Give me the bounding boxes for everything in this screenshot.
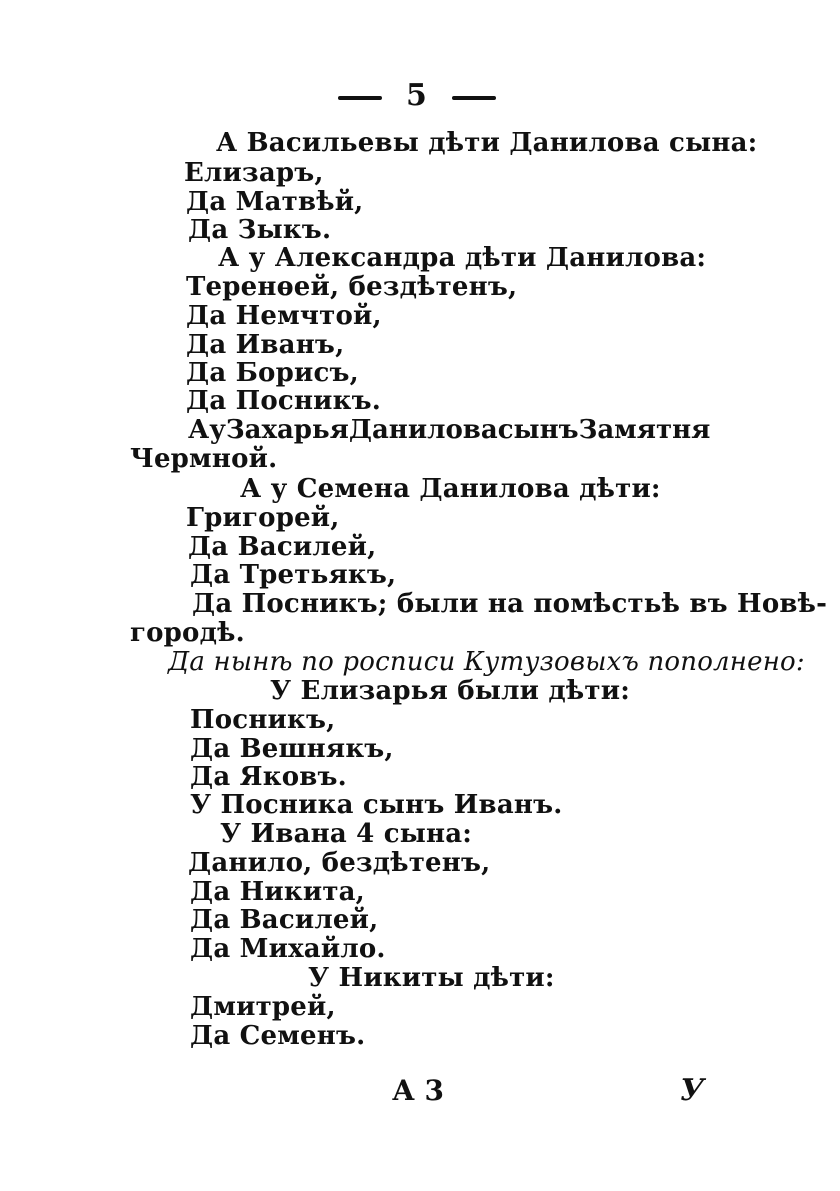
word: А (188, 415, 210, 445)
text-line: Дмитрей, (190, 992, 336, 1022)
text-line: Да Зыкъ. (188, 215, 332, 245)
page-header (0, 76, 840, 116)
header-rule-right (452, 96, 496, 100)
signature-mark: А 3 (392, 1074, 445, 1107)
text-line: Да Василей, (188, 532, 377, 562)
word: у (209, 415, 226, 445)
text-line: Да Семенъ. (190, 1021, 366, 1051)
text-line: городѣ. (130, 618, 245, 648)
text-line: У Никиты дѣти: (308, 963, 555, 993)
page-number: 5 (406, 78, 427, 113)
text-line: Посникъ, (190, 705, 336, 735)
text-line: Да Немчтой, (186, 301, 382, 331)
text-line: Чермной. (130, 444, 278, 474)
text-line: Григорей, (186, 503, 340, 533)
text-line: Да Матвѣй, (186, 187, 364, 217)
text-line: Теренѳей, бездѣтенъ, (186, 272, 518, 302)
text-line: Да Вешнякъ, (190, 734, 394, 764)
text-line: Да Михайло. (190, 934, 386, 964)
text-line: Да Яковъ. (190, 762, 347, 792)
text-line: Данило, бездѣтенъ, (188, 848, 491, 878)
justified-text-line (188, 415, 711, 445)
text-line: А Васильевы дѣти Данилова сына: (216, 128, 758, 158)
word: Захарья (225, 415, 349, 445)
text-line: Да Борисъ, (186, 358, 359, 388)
text-line-italic: Да нынѣ по росписи Кутузовыхъ пополнено: (168, 647, 805, 677)
text-line: Да Иванъ, (186, 330, 345, 360)
text-line: Да Никита, (190, 877, 365, 907)
word: Замятня (578, 415, 711, 445)
word: Данилова (348, 415, 498, 445)
text-line: А у Семена Данилова дѣти: (240, 474, 661, 504)
text-line: У Посника сынъ Иванъ. (190, 790, 563, 820)
text-line: Елизаръ, (184, 158, 324, 188)
header-rule-left (338, 96, 382, 100)
text-line: Да Василей, (190, 905, 379, 935)
text-line: У Елизарья были дѣти: (270, 676, 630, 706)
text-line: Да Посникъ. (186, 386, 382, 416)
word: сынъ (497, 415, 579, 445)
text-line: Да Третьякъ, (190, 560, 397, 590)
text-line: У Ивана 4 сына: (220, 819, 473, 849)
text-line: Да Посникъ; были на помѣстьѣ въ Новѣ- (192, 589, 828, 619)
text-line: А у Александра дѣти Данилова: (218, 243, 707, 273)
catchword: У (680, 1073, 705, 1108)
